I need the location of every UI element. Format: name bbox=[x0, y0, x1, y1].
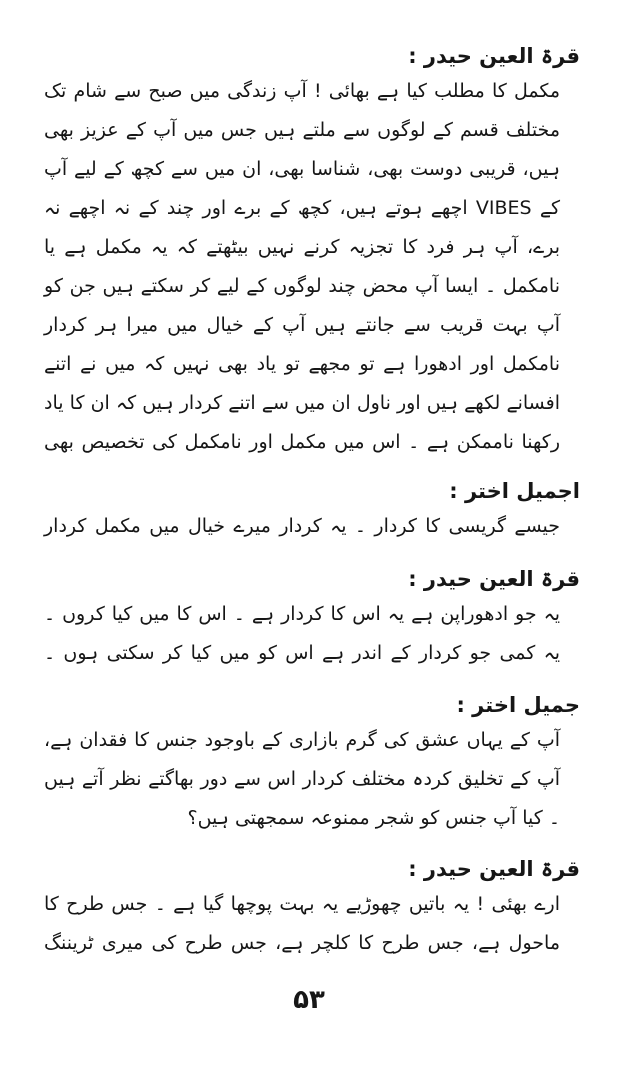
dialogue-block bbox=[34, 475, 580, 547]
dialogue-block bbox=[34, 689, 580, 839]
dialogue-block bbox=[34, 40, 580, 465]
dialogue-block bbox=[34, 853, 580, 965]
dialogue-text: یہ جو ادھوراپن ہے یہ اس کا کردار ہے ۔ اس کا میں کیا کروں ۔ یہ کمی جو کردار کے اندر ہے اس کو میں کیا کر سکتی ہوں ۔ bbox=[44, 603, 560, 664]
dialogue-text: ارے بھئی ! یہ باتیں چھوڑیے یہ بہت پوچھا گیا ہے ۔ جس طرح کا ماحول ہے، جس طرح کا کلچر ہے، جس طرح کی میری ٹریننگ bbox=[44, 893, 560, 954]
page-number: ۵۳ bbox=[293, 985, 325, 1015]
dialogue-text: آپ کے یہاں عشق کی گرم بازاری کے باوجود جنس کا فقدان ہے، آپ کے تخلیق کردہ مختلف کردار اس سے دور بھاگتے نظر آتے ہیں ۔ کیا آپ جنس کو شجر ممنوعہ سمجھتی ہیں؟ bbox=[44, 729, 560, 829]
dialogue-text: مکمل کا مطلب کیا ہے بھائی ! آپ زندگی میں صبح سے شام تک مختلف قسم کے لوگوں سے ملتے ہیں جس میں آپ کے عزیز بھی ہیں، قریبی دوست بھی، شناسا بھی، ان میں سے کچھ کے لیے آپ کے VIBES اچھے ہوتے ہیں، کچھ کے برے اور چند کے نہ اچھے نہ برے، آپ ہر فرد کا تجزیہ کرنے نہیں بیٹھتے کہ یہ مکمل ہے یا نامکمل ۔ ایسا آپ محض چند لوگوں کے لیے کر سکتے ہیں جن کو آپ بہت قریب سے جانتے ہیں آپ کے خیال میں میرا ہر کردار نامکمل اور ادھورا ہے تو مجھے تو یاد بھی نہیں کہ میں نے اتنے افسانے لکھے ہیں اور ناول ان میں سے اتنے کردار ہیں کہ ان کا یاد رکھنا ناممکن ہے ۔ اس میں مکمل اور نامکمل کی تخصیص بھی bbox=[44, 80, 560, 453]
speaker-name: جمیل اختر : bbox=[456, 693, 580, 717]
speaker-name: قرۃ العین حیدر : bbox=[408, 857, 580, 881]
dialogue-block bbox=[34, 563, 580, 675]
speaker-name: قرۃ العین حیدر : bbox=[408, 567, 580, 591]
speaker-name: اجمیل اختر : bbox=[449, 479, 580, 503]
speaker-name: قرۃ العین حیدر : bbox=[408, 44, 580, 68]
dialogue-text: جیسے گریسی کا کردار ۔ یہ کردار میرے خیال میں مکمل کردار bbox=[44, 515, 560, 537]
